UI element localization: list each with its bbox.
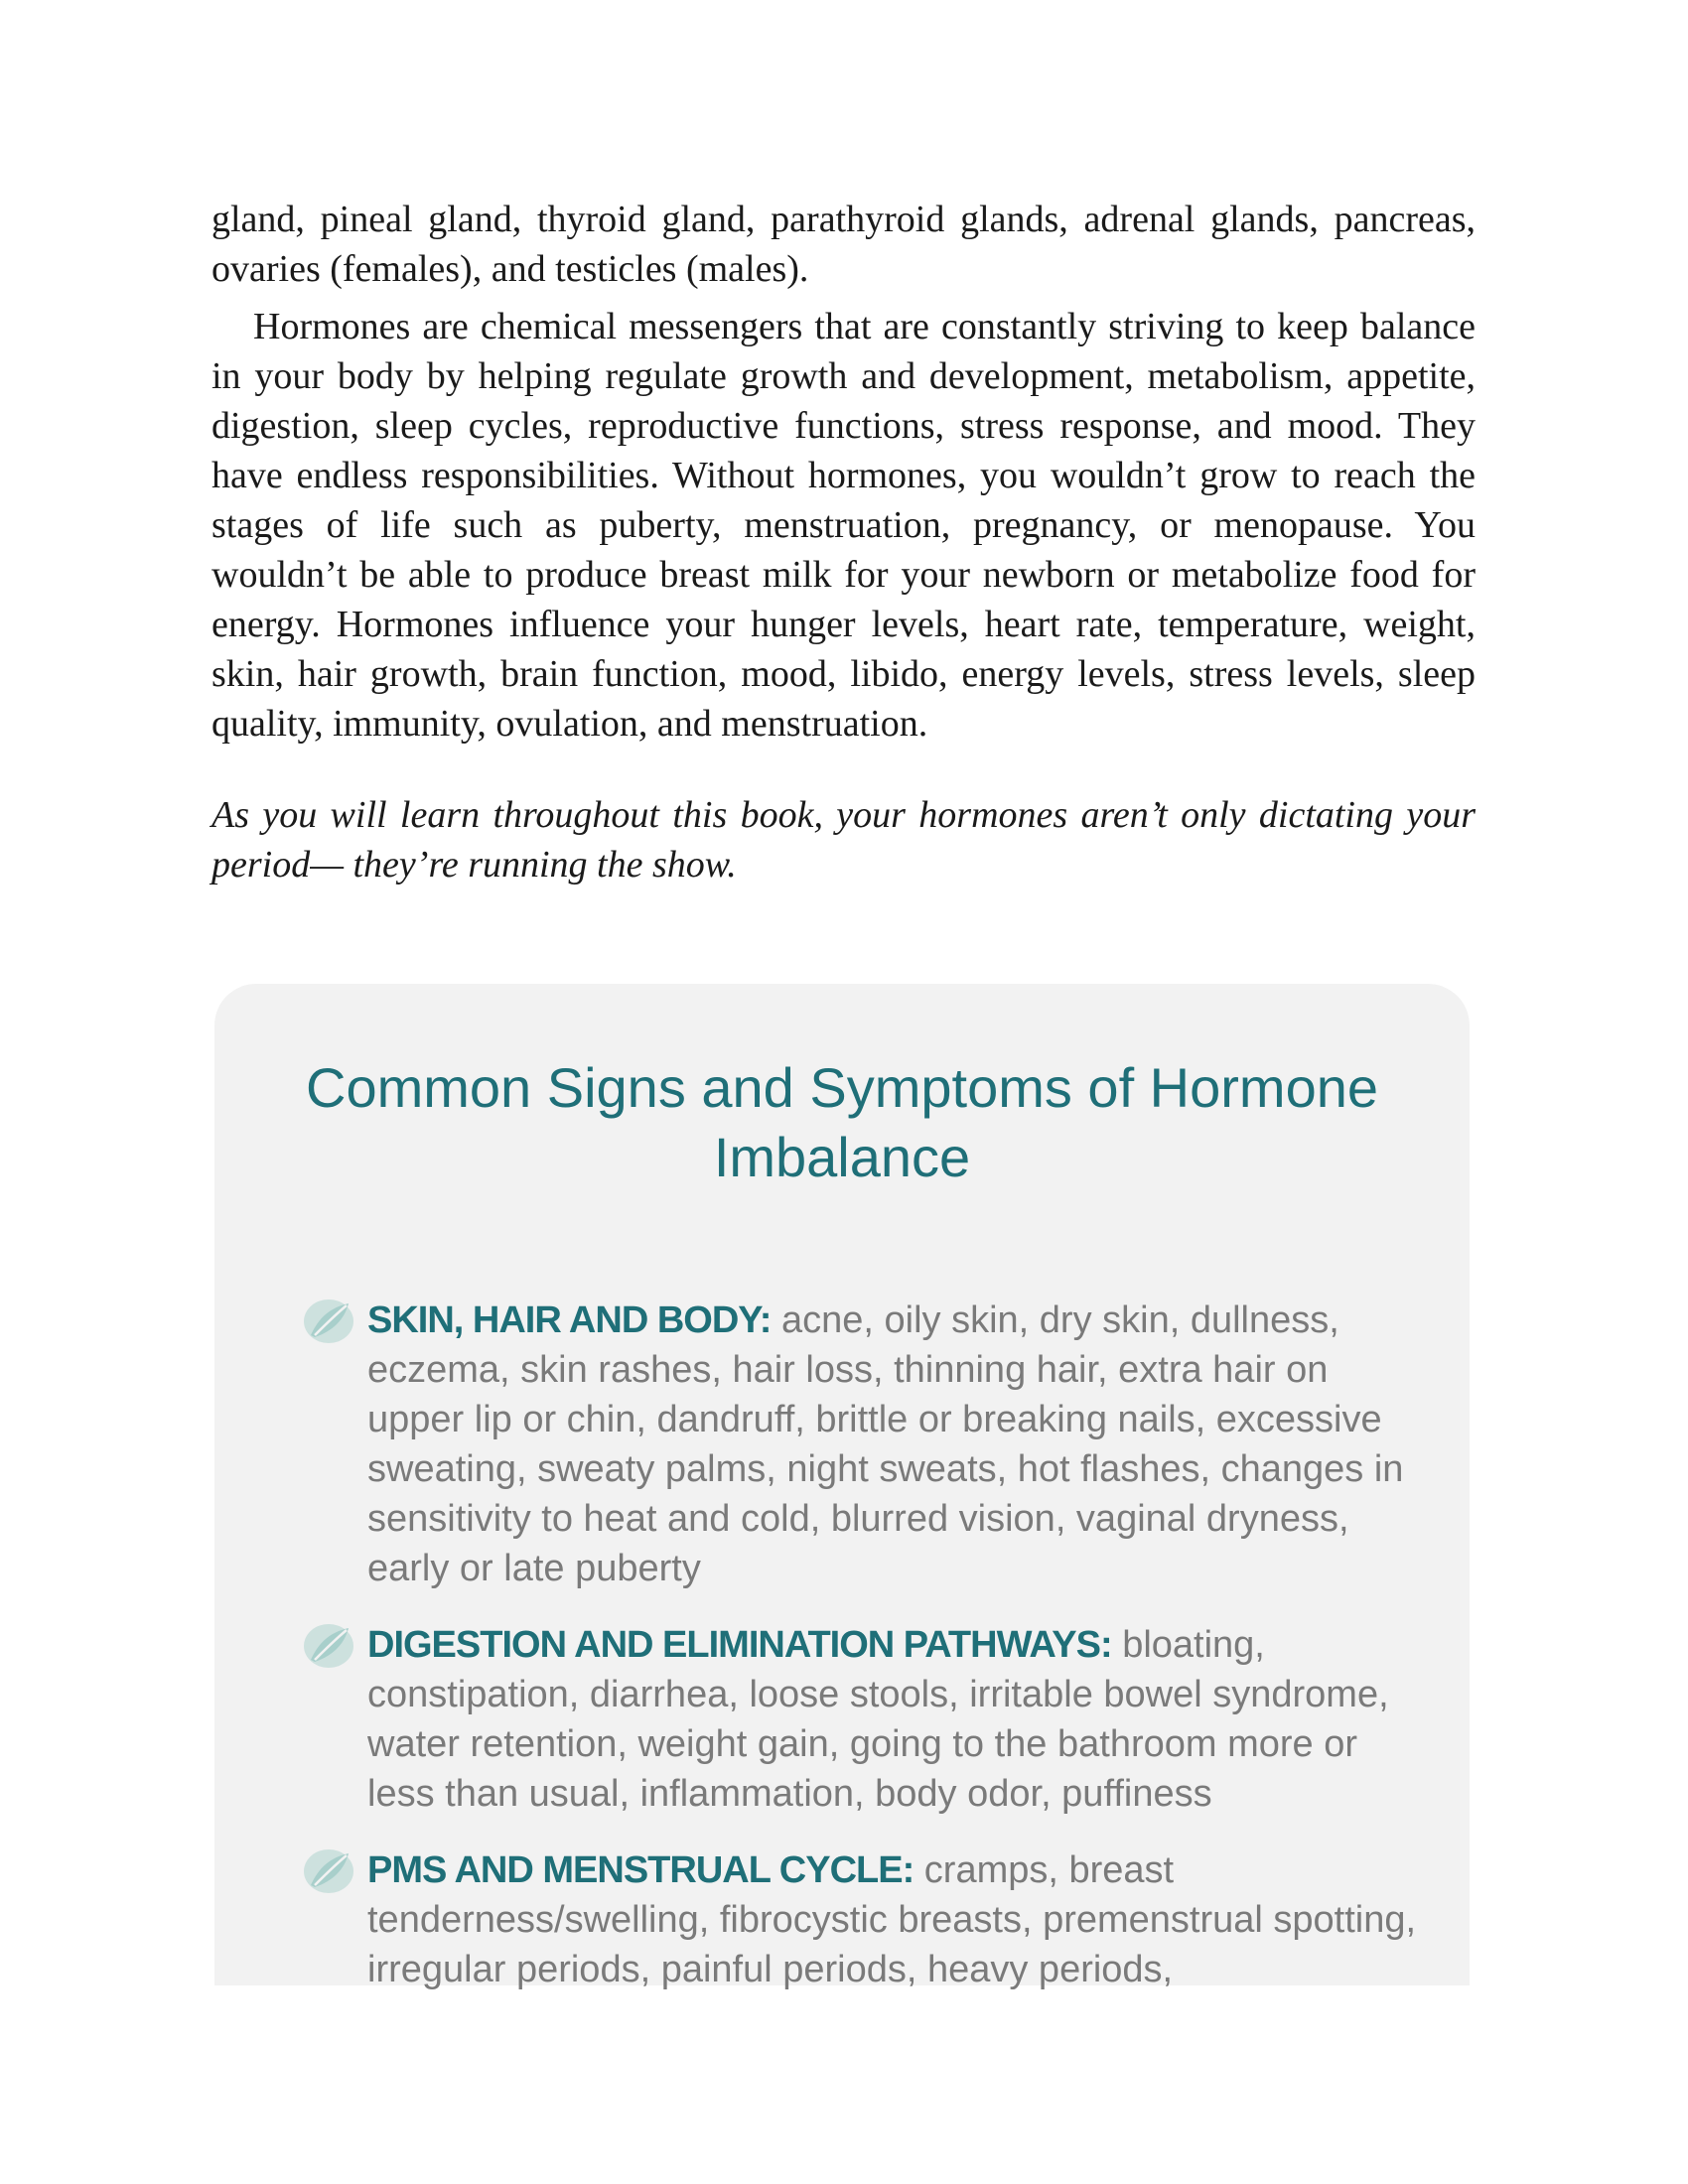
category-text: cramps, breast tenderness/swelling, fibrocystic breasts, premenstrual spotting, irregular periods, painful periods, heavy periods,: [367, 1849, 1417, 1990]
body-paragraph-continued: gland, pineal gland, thyroid gland, parathyroid glands, adrenal glands, pancreas, ovaries (females), and testicles (males).: [211, 199, 1476, 290]
sidebar-title: Common Signs and Symptoms of Hormone Imbalance: [306, 1056, 1378, 1188]
category-label: SKIN, HAIR AND BODY:: [367, 1299, 772, 1341]
symptom-list: [301, 1296, 1423, 2021]
body-paragraph-hormones: Hormones are chemical messengers that are constantly striving to keep balance in your body by helping regulate growth and development, metabolism, appetite, digestion, sleep cycles, reproductive functions, stress response, and mood. They have endless responsibilities. Without hormones, you wouldn’t grow to reach the stages of life such as puberty, menstruation, pregnancy, or menopause. You wouldn’t be able to produce breast milk for your newborn or metabolize food for energy. Hormones influence your hunger levels, heart rate, temperature, weight, skin, hair growth, brain function, mood, libido, energy levels, stress levels, sleep quality, immunity, ovulation, and menstruation.: [211, 306, 1476, 745]
leaf-icon: [301, 1845, 356, 1897]
list-item: [301, 1296, 1423, 1593]
category-label: DIGESTION AND ELIMINATION PATHWAYS:: [367, 1624, 1112, 1666]
leaf-icon: [301, 1620, 356, 1672]
leaf-icon: [301, 1296, 356, 1347]
list-item: [301, 1620, 1423, 1819]
category-text: bloating, constipation, diarrhea, loose stools, irritable bowel syndrome, water retention, weight gain, going to the bathroom more or less than usual, inflammation, body odor, puffiness: [367, 1624, 1389, 1815]
italic-note: As you will learn throughout this book, your hormones aren’t only dictating your period— they’re running the show.: [211, 794, 1476, 886]
category-text: acne, oily skin, dry skin, dullness, eczema, skin rashes, hair loss, thinning hair, extra hair on upper lip or chin, dandruff, brittle or breaking nails, excessive sweating, sweaty palms, night sweats, hot flashes, changes in sensitivity to heat and cold, blurred vision, vaginal dryness, early or late puberty: [367, 1299, 1404, 1589]
symptoms-sidebar: [214, 984, 1470, 1990]
list-item: [301, 1845, 1423, 1994]
page-body: [211, 195, 1476, 889]
category-label: PMS AND MENSTRUAL CYCLE:: [367, 1849, 914, 1891]
